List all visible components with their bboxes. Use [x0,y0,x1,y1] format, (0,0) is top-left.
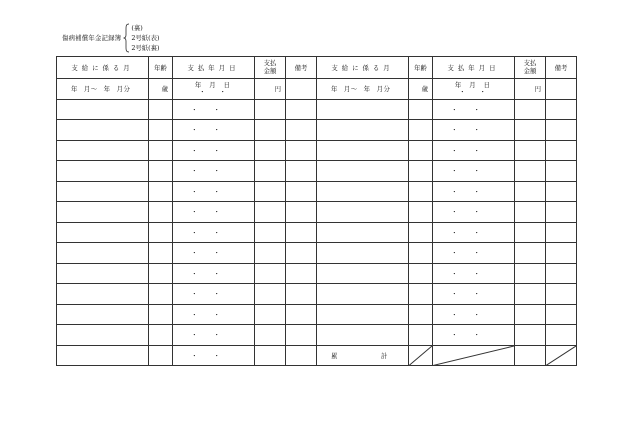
age-cell[interactable] [409,222,433,243]
form-title [62,23,160,53]
age-cell[interactable] [149,304,173,325]
age-cell[interactable] [409,243,433,264]
unit-period: 年 月～ 年 月分 [317,79,409,100]
amount-cell[interactable] [255,120,286,141]
paydate-cell[interactable]: ・・ [173,222,255,243]
age-cell[interactable] [149,161,173,182]
amount-cell[interactable] [255,202,286,223]
age-cell[interactable] [149,181,173,202]
paydate-cell[interactable]: ・・ [433,325,515,346]
table-row [317,120,577,141]
period-cell[interactable] [57,284,149,305]
period-cell[interactable] [317,284,409,305]
period-cell[interactable] [57,304,149,325]
amount-cell[interactable] [255,222,286,243]
unit-period: 年 月～ 年 月分 [57,79,149,100]
total-label-a: 累 [331,351,338,360]
amount-cell[interactable] [255,99,286,120]
period-cell[interactable] [57,202,149,223]
paydate-cell[interactable]: ・・ [433,222,515,243]
paydate-cell[interactable]: ・・ [173,161,255,182]
age-cell[interactable] [149,222,173,243]
age-cell[interactable] [149,325,173,346]
table-row [317,304,577,325]
header-amount-line2: 金額 [263,66,277,75]
total-label-b: 計 [381,351,388,360]
remarks-cell[interactable] [546,243,577,264]
remarks-cell[interactable] [546,120,577,141]
header-amount [515,57,546,79]
age-cell[interactable] [409,161,433,182]
table-row [57,140,317,161]
remarks-cell[interactable] [546,222,577,243]
period-cell[interactable] [57,325,149,346]
total-label [317,345,409,366]
amount-cell[interactable] [515,120,546,141]
period-cell[interactable] [317,325,409,346]
amount-cell[interactable] [515,325,546,346]
remarks-cell[interactable] [286,181,317,202]
total-amount-cell[interactable] [515,345,546,366]
remarks-cell[interactable] [286,325,317,346]
paydate-cell[interactable]: ・・ [433,140,515,161]
table-row [317,181,577,202]
paydate-cell[interactable]: ・・ [173,345,255,366]
remarks-cell[interactable] [286,263,317,284]
age-cell[interactable] [149,140,173,161]
diagonal-strike-icon [546,346,576,366]
remarks-cell[interactable] [546,181,577,202]
remarks-cell[interactable] [286,222,317,243]
age-cell[interactable] [149,120,173,141]
paydate-cell[interactable]: ・・ [173,120,255,141]
left-data-body [57,99,317,366]
title-option-2go-omote: 2号紙(表) [131,33,160,42]
header-age: 年齢 [149,57,173,79]
age-cell[interactable] [409,304,433,325]
amount-cell[interactable] [515,140,546,161]
table-row [317,345,577,366]
header-amount-line1: 支払 [263,59,277,68]
unit-paydate: 年月日 ・・ [173,79,255,100]
header-paydate: 支払年月日 [433,57,515,79]
paydate-cell[interactable]: ・・ [433,202,515,223]
age-cell[interactable] [409,284,433,305]
table-row [317,263,577,284]
paydate-cell[interactable]: ・・ [173,99,255,120]
period-cell[interactable] [317,140,409,161]
remarks-cell[interactable] [286,99,317,120]
table-row [57,181,317,202]
unit-age: 歳 [149,79,173,100]
header-period: 支給に係る月 [317,57,409,79]
period-cell[interactable] [317,304,409,325]
table-row [317,140,577,161]
table-row [57,284,317,305]
paydate-cell[interactable]: ・・ [173,284,255,305]
age-cell[interactable] [409,202,433,223]
amount-cell[interactable] [255,263,286,284]
remarks-cell[interactable] [286,284,317,305]
age-cell[interactable] [409,263,433,284]
amount-cell[interactable] [515,161,546,182]
age-cell[interactable] [149,345,173,366]
amount-cell[interactable] [515,284,546,305]
header-remarks: 備考 [546,57,577,79]
unit-row [57,79,317,100]
table-row [57,99,317,120]
header-amount-line2: 金額 [523,66,537,75]
remarks-cell[interactable] [286,161,317,182]
header-period: 支給に係る月 [57,57,149,79]
header-row [317,57,577,79]
amount-cell[interactable] [255,304,286,325]
title-options [131,25,159,52]
remarks-cell[interactable] [546,99,577,120]
period-cell[interactable] [317,243,409,264]
table-row [57,345,317,366]
period-cell[interactable] [57,263,149,284]
period-cell[interactable] [317,181,409,202]
table-row [57,202,317,223]
table-row [317,325,577,346]
diagonal-strike-icon [433,346,514,366]
paydate-cell[interactable]: ・・ [173,263,255,284]
header-paydate: 支払年月日 [173,57,255,79]
age-cell[interactable] [409,140,433,161]
unit-row [317,79,577,100]
age-cell[interactable] [149,99,173,120]
paydate-cell[interactable]: ・・ [433,304,515,325]
age-cell[interactable] [149,243,173,264]
paydate-cell[interactable]: ・・ [433,284,515,305]
period-cell[interactable] [57,161,149,182]
paydate-cell[interactable]: ・・ [433,120,515,141]
table-row [317,99,577,120]
amount-cell[interactable] [515,243,546,264]
table-row [317,161,577,182]
period-cell[interactable] [317,99,409,120]
remarks-cell[interactable] [286,345,317,366]
form-title-main: 傷病補償年金記録簿 [62,33,122,42]
unit-amount: 円 [255,79,286,100]
age-cell[interactable] [409,99,433,120]
ledger-table-left [56,56,317,366]
remarks-cell[interactable] [286,304,317,325]
amount-cell[interactable] [515,181,546,202]
paydate-cell[interactable]: ・・ [173,140,255,161]
ledger-table-right [316,56,577,366]
age-cell[interactable] [409,181,433,202]
period-cell[interactable] [57,120,149,141]
age-cell[interactable] [149,202,173,223]
amount-cell[interactable] [255,284,286,305]
period-cell[interactable] [317,202,409,223]
unit-age: 歳 [409,79,433,100]
amount-cell[interactable] [255,140,286,161]
period-cell[interactable] [57,243,149,264]
title-option-ura: (裏) [131,23,143,32]
remarks-cell[interactable] [546,325,577,346]
age-cell[interactable] [409,325,433,346]
unit-paydate: 年月日 ・・ [433,79,515,100]
remarks-cell[interactable] [286,202,317,223]
paydate-cell[interactable]: ・・ [433,181,515,202]
amount-cell[interactable] [515,263,546,284]
amount-cell[interactable] [255,161,286,182]
paydate-cell[interactable]: ・・ [433,263,515,284]
period-cell[interactable] [317,161,409,182]
amount-cell[interactable] [255,345,286,366]
period-cell[interactable] [57,99,149,120]
remarks-cell[interactable] [546,304,577,325]
paydate-cell[interactable]: ・・ [173,202,255,223]
table-row [57,304,317,325]
total-remarks-cell [546,345,577,366]
header-amount-line1: 支払 [523,59,537,68]
table-row [57,263,317,284]
diagonal-strike-icon [409,346,432,366]
paydate-cell[interactable]: ・・ [433,243,515,264]
title-option-2go-ura: 2号紙(裏) [131,44,160,53]
remarks-cell[interactable] [546,140,577,161]
age-cell[interactable] [409,120,433,141]
period-cell[interactable] [57,222,149,243]
paydate-cell[interactable]: ・・ [433,99,515,120]
unit-amount: 円 [515,79,546,100]
paydate-cell[interactable]: ・・ [433,161,515,182]
period-cell[interactable] [317,222,409,243]
remarks-cell[interactable] [286,140,317,161]
amount-cell[interactable] [255,243,286,264]
age-cell[interactable] [149,263,173,284]
remarks-cell[interactable] [286,120,317,141]
table-row [57,161,317,182]
table-row [57,120,317,141]
unit-remarks [286,79,317,100]
remarks-cell[interactable] [286,243,317,264]
unit-remarks [546,79,577,100]
total-age-cell [409,345,433,366]
table-row [317,222,577,243]
paydate-cell[interactable]: ・・ [173,304,255,325]
amount-cell[interactable] [255,325,286,346]
amount-cell[interactable] [515,202,546,223]
period-cell[interactable] [57,140,149,161]
remarks-cell[interactable] [546,161,577,182]
title-brace-icon [123,23,130,53]
header-age: 年齢 [409,57,433,79]
header-remarks: 備考 [286,57,317,79]
period-cell[interactable] [317,120,409,141]
header-row [57,57,317,79]
remarks-cell[interactable] [546,284,577,305]
period-cell[interactable] [57,345,149,366]
table-row [57,222,317,243]
table-row [57,243,317,264]
amount-cell[interactable] [255,181,286,202]
paydate-cell[interactable]: ・・ [173,325,255,346]
amount-cell[interactable] [515,304,546,325]
period-cell[interactable] [317,263,409,284]
table-row [317,202,577,223]
right-data-body [317,99,577,366]
paydate-cell[interactable]: ・・ [173,243,255,264]
total-paydate-cell [433,345,515,366]
period-cell[interactable] [57,181,149,202]
amount-cell[interactable] [515,99,546,120]
header-amount [255,57,286,79]
remarks-cell[interactable] [546,202,577,223]
paydate-cell[interactable]: ・・ [173,181,255,202]
table-row [57,325,317,346]
amount-cell[interactable] [515,222,546,243]
age-cell[interactable] [149,284,173,305]
table-row [317,284,577,305]
table-row [317,243,577,264]
remarks-cell[interactable] [546,263,577,284]
